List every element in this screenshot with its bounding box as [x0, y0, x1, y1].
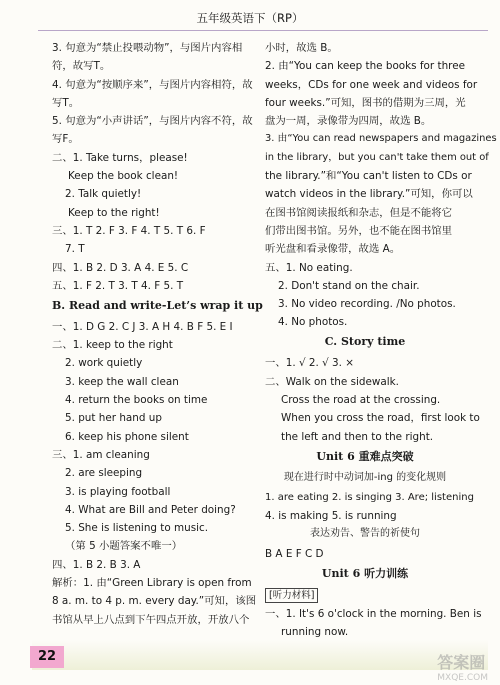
- answer-line: 7. T: [65, 243, 85, 256]
- subsection-heading: 表达劝告、警告的祈使句: [310, 528, 420, 540]
- answer-line: Keep to the right!: [68, 206, 160, 219]
- section-heading: C. Story time: [324, 335, 406, 349]
- answer-line: 五、1. F 2. T 3. T 4. F 5. T: [52, 279, 184, 292]
- answer-line: 6. keep his phone silent: [65, 430, 189, 443]
- answer-line: Cross the road at the crossing.: [281, 394, 441, 407]
- explanation-line: 解析：1. 由“Green Library is open from: [52, 577, 252, 590]
- answer-line: 4. No photos.: [278, 316, 348, 329]
- explanation-line: weeks，CDs for one week and videos for: [265, 78, 478, 91]
- answer-line: 四、1. B 2. D 3. A 4. E 5. C: [52, 261, 189, 274]
- answer-line: 3. is playing football: [65, 485, 171, 498]
- answer-line: 写F。: [52, 133, 79, 146]
- answer-line: 5. 句意为“小声讲话”，与图片内容不符，故: [52, 115, 253, 128]
- watermark: [437, 650, 488, 683]
- explanation-line: 们带出图书馆。另外，也不能在图书馆里: [265, 224, 453, 237]
- answer-line: 四、1. B 2. B 3. A: [52, 558, 141, 571]
- answer-line: B A E F C D: [265, 548, 324, 561]
- answer-line: 3. 句意为“禁止投喂动物”，与图片内容相: [52, 42, 243, 54]
- explanation-line: four weeks.”可知，图书的借期为三周，光: [265, 96, 466, 109]
- watermark-url: MXQE.COM: [437, 673, 488, 683]
- explanation-line: 盘为一周，录像带为四周，故选 B。: [265, 115, 432, 128]
- answer-line: 三、1. am cleaning: [52, 448, 150, 461]
- answer-line: 一、1. It's 6 o'clock in the morning. Ben is: [265, 607, 482, 620]
- explanation-line: in the library，but you can't take them out of: [265, 151, 489, 163]
- answer-line: 二、1. Take turns，please!: [52, 151, 188, 164]
- explanation-line: 小时，故选 B。: [265, 42, 338, 54]
- page-header-title: 五年级英语下（RP）: [196, 11, 304, 25]
- explanation-line: watch videos in the library.”可知，你可以: [265, 188, 473, 201]
- section-heading: Unit 6 听力训练: [321, 567, 409, 581]
- explanation-line: 2. 由“You can keep the books for three: [265, 60, 465, 73]
- answer-note: （第 5 小题答案不唯一）: [65, 540, 183, 553]
- answer-line: 三、1. T 2. F 3. F 4. T 5. T 6. F: [52, 224, 206, 237]
- section-heading: B. Read and write-Let’s wrap it up: [52, 298, 263, 312]
- answer-line: 1. are eating 2. is singing 3. Are; listening: [265, 491, 474, 503]
- answer-line: 2. Don't stand on the chair.: [278, 279, 420, 292]
- answer-line: 2. are sleeping: [65, 467, 143, 480]
- explanation-line: 听光盘和看录像带，故选 A。: [265, 243, 401, 256]
- answer-line: running now.: [281, 625, 349, 638]
- answer-line: 符，故写T。: [52, 60, 111, 73]
- section-heading: Unit 6 重难点突破: [316, 449, 414, 463]
- explanation-line: the library.”和“You can't listen to CDs or: [265, 170, 472, 183]
- answer-line: 3. No video recording. /No photos.: [278, 298, 456, 311]
- header-rule: [38, 30, 488, 31]
- answer-line: 2. work quietly: [65, 357, 143, 370]
- answer-line: 二、1. keep to the right: [52, 339, 173, 352]
- listening-material-tag: [听力材料]: [265, 588, 318, 603]
- page-number: 22: [30, 646, 64, 668]
- explanation-line: 在图书馆阅读报纸和杂志，但是不能将它: [265, 206, 453, 219]
- answer-line: the left and then to the right.: [281, 430, 434, 443]
- answer-line: When you cross the road，first look to: [281, 412, 480, 425]
- answer-line: 一、1. D G 2. C J 3. A H 4. B F 5. E I: [52, 320, 233, 333]
- answer-line: 4. is making 5. is running: [265, 509, 397, 522]
- watermark-text: 答案圈: [437, 653, 486, 672]
- answer-line: 4. 句意为“按顺序来”，与图片内容相符，故: [52, 78, 253, 91]
- answer-line: 2. Talk quietly!: [65, 188, 142, 201]
- right-column: [265, 40, 497, 642]
- explanation-line: 8 a. m. to 4 p. m. every day.”可知，该图: [52, 595, 257, 608]
- answer-line: 五、1. No eating.: [265, 261, 353, 274]
- answer-line: 5. She is listening to music.: [65, 522, 209, 535]
- explanation-line: 3. 由“You can read newspapers and magazines: [265, 133, 497, 145]
- answer-line: 5. put her hand up: [65, 412, 162, 425]
- answer-line: 一、1. √ 2. √ 3. ×: [265, 357, 354, 370]
- answer-line: Keep the book clean!: [68, 170, 179, 183]
- listening-label: [265, 587, 465, 603]
- answer-line: 写T。: [52, 96, 80, 109]
- left-column: [52, 40, 263, 630]
- answer-line: 4. return the books on time: [65, 394, 208, 407]
- explanation-line: 书馆从早上八点到下午四点开放，开放八个: [52, 613, 250, 626]
- answer-line: 4. What are Bill and Peter doing?: [65, 503, 236, 516]
- footer-strip: [32, 640, 488, 670]
- answer-line: 3. keep the wall clean: [65, 375, 179, 388]
- subsection-heading: 现在进行时中动词加-ing 的变化规则: [283, 471, 447, 483]
- answer-line: 二、Walk on the sidewalk.: [265, 375, 399, 388]
